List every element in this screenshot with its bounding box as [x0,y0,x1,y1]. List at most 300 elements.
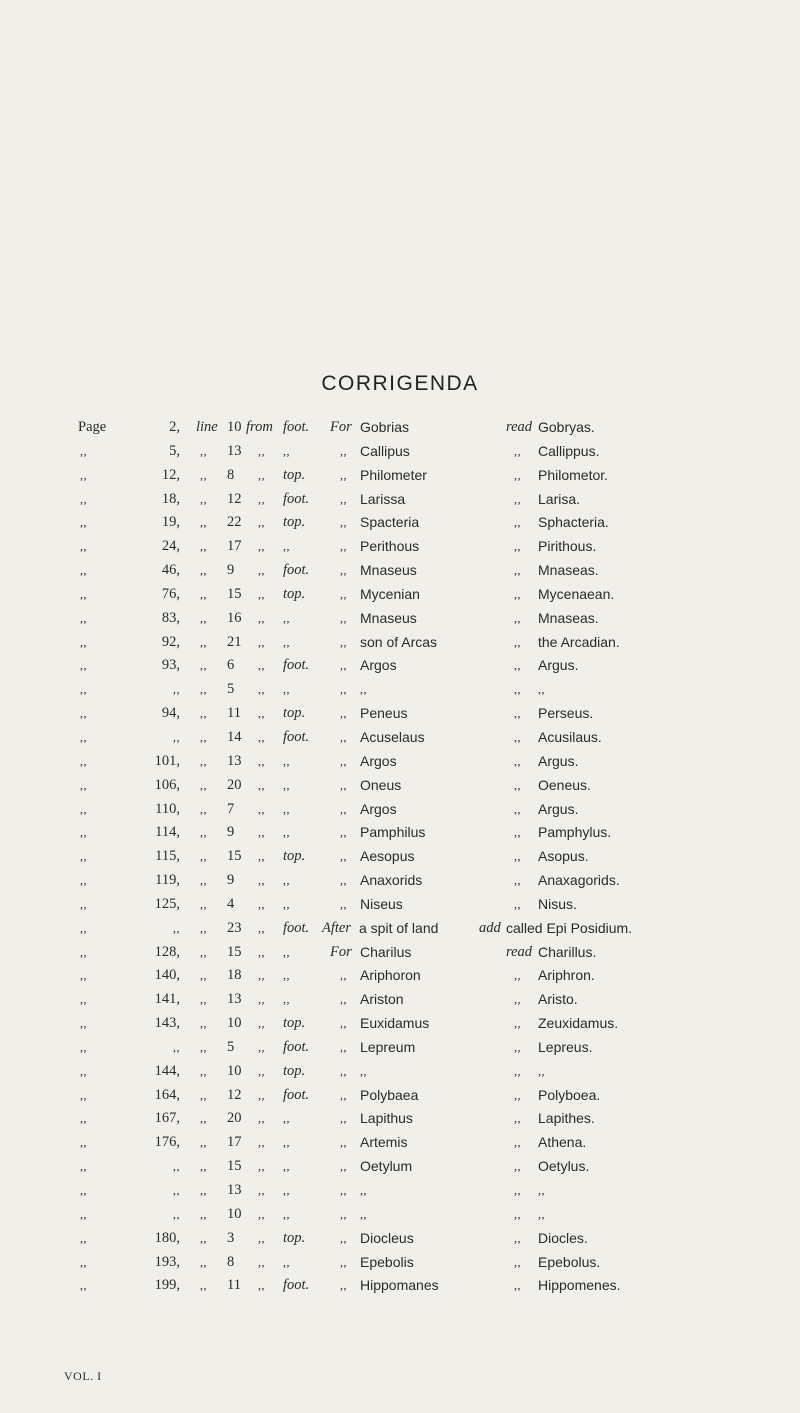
ditto-mark: ,, [514,1183,521,1197]
right-term: Charillus. [538,943,597,960]
ditto-mark: ,, [340,968,347,983]
position: ,, [283,1206,290,1221]
wrong-term: son of Arcas [360,633,438,650]
ditto-mark: ,, [200,1206,207,1221]
ditto-mark: ,, [80,682,87,697]
wrong-term: Hippomanes [360,1277,439,1294]
ditto-mark: ,, [258,467,265,482]
ditto-mark: ,, [258,634,265,649]
ditto-mark: ,, [80,849,87,864]
line-number: 8 [227,1253,235,1270]
line-number: 13 [227,991,242,1008]
page-number: ,, [173,1039,180,1054]
after-text: a spit of land [359,919,439,936]
position: foot. [283,1086,310,1103]
ditto-mark: ,, [340,825,347,840]
page-number: 115, [155,848,180,865]
ditto-mark: ,, [80,1039,87,1054]
ditto-mark: ,, [200,682,207,697]
ditto-mark: ,, [340,1159,347,1174]
ditto-mark: ,, [340,729,347,744]
ditto-mark: ,, [340,873,347,888]
ditto-mark: ,, [258,729,265,744]
ditto-mark: ,, [340,610,347,625]
table-row [0,1251,800,1275]
ditto-mark: ,, [200,896,207,911]
ditto-mark: ,, [200,849,207,864]
table-row [0,654,800,678]
ditto-mark: ,, [514,896,521,911]
table-row [0,1060,800,1084]
ditto-mark: ,, [258,777,265,792]
ditto-mark: ,, [258,825,265,840]
ditto-mark: ,, [340,992,347,1007]
line-number: 12 [227,1086,242,1103]
wrong-term: Gobrias [360,419,410,435]
ditto-mark: ,, [514,1087,521,1102]
position: foot. [283,728,310,745]
page-number: ,, [173,1159,180,1174]
position: foot. [283,657,310,674]
ditto-mark: ,, [200,467,207,482]
wrong-term: Epebolis [360,1253,414,1270]
ditto-mark: ,, [258,682,265,697]
ditto-mark: ,, [258,1254,265,1269]
ditto-mark: ,, [80,706,87,721]
ditto-mark: ,, [200,443,207,458]
ditto-mark: ,, [80,1111,87,1126]
ditto-mark: ,, [340,586,347,601]
ditto-mark: ,, [200,992,207,1007]
right-term: Acusilaus. [538,728,602,745]
position: top. [283,1015,306,1032]
position: ,, [283,825,290,840]
ditto-mark: ,, [200,753,207,768]
right-term: Oeneus. [538,776,591,793]
table-row [0,1036,800,1060]
ditto-mark: ,, [80,825,87,840]
wrong-term: Oneus [360,776,402,793]
ditto-mark: ,, [514,801,521,816]
read-label: read [506,943,533,960]
right-term: Mycenaean. [538,585,615,602]
line-number: 9 [227,824,235,841]
line-number: 5 [227,1038,235,1055]
ditto-mark: ,, [514,706,521,721]
page-title: CORRIGENDA [321,372,479,395]
wrong-term: Spacteria [360,514,420,531]
ditto-mark: ,, [200,1135,207,1150]
ditto-mark: ,, [200,825,207,840]
wrong-term: Polybaea [360,1086,419,1103]
ditto-mark: ,, [80,896,87,911]
table-row [0,1274,800,1298]
ditto-mark: ,, [258,1135,265,1150]
ditto-mark: ,, [340,777,347,792]
page-number: 180, [154,1229,180,1246]
table-row [0,702,800,726]
page-number: 199, [154,1277,180,1294]
table-row [0,1203,800,1227]
right-term: ,, [538,682,545,697]
ditto-mark: ,, [514,610,521,625]
ditto-mark: ,, [80,777,87,792]
ditto-mark: ,, [258,1159,265,1174]
position: ,, [283,1159,290,1174]
right-term: Lapithes. [538,1110,595,1127]
right-term: Pirithous. [538,538,597,555]
ditto-mark: ,, [340,1087,347,1102]
ditto-mark: ,, [200,1278,207,1293]
position: ,, [283,539,290,554]
line-number: 7 [227,800,235,817]
volume-mark: VOL. I [64,1369,102,1383]
table-row [0,607,800,631]
line-number: 11 [227,1277,241,1294]
ditto-mark: ,, [514,1039,521,1054]
for-label: For [330,943,352,960]
ditto-mark: ,, [80,1016,87,1031]
ditto-mark: ,, [80,1278,87,1293]
table-row [0,917,800,941]
ditto-mark: ,, [340,753,347,768]
line-number: 17 [227,538,242,555]
right-term: Mnaseas. [538,609,599,626]
after-label: After [322,919,351,936]
ditto-mark: ,, [200,920,207,935]
table-row [0,535,800,559]
ditto-mark: ,, [80,539,87,554]
ditto-mark: ,, [258,1111,265,1126]
ditto-mark: ,, [514,1278,521,1293]
ditto-mark: ,, [340,539,347,554]
wrong-term: Euxidamus [360,1015,430,1032]
corrigenda-table [0,416,800,1298]
page-number: 5, [169,442,180,459]
right-term: Asopus. [538,848,589,865]
position: top. [283,1229,306,1246]
page-number: 119, [155,872,180,889]
add-label: add [479,919,501,936]
ditto-mark: ,, [340,658,347,673]
right-term: Pamphylus. [538,824,612,841]
position: ,, [283,944,290,959]
line-number: 10 [227,1062,242,1079]
wrong-term: Anaxorids [360,872,423,889]
ditto-mark: ,, [340,634,347,649]
ditto-mark: ,, [514,968,521,983]
ditto-mark: ,, [514,682,521,697]
ditto-mark: ,, [80,729,87,744]
table-row [0,1227,800,1251]
line-number: 9 [227,872,235,889]
wrong-term: Argos [360,752,397,769]
line-number: 17 [227,1134,242,1151]
position: foot. [283,490,310,507]
page-label: Page [78,419,107,435]
ditto-mark: ,, [200,1087,207,1102]
position: top. [283,514,306,531]
wrong-term: Larissa [360,490,406,507]
wrong-term: ,, [360,1183,367,1197]
ditto-mark: ,, [80,610,87,625]
ditto-mark: ,, [340,682,347,697]
ditto-mark: ,, [80,944,87,959]
page-number: 83, [161,609,180,626]
table-row [0,1155,800,1179]
ditto-mark: ,, [514,825,521,840]
position: foot. [283,562,310,579]
ditto-mark: ,, [80,1230,87,1245]
ditto-mark: ,, [340,1206,347,1221]
ditto-mark: ,, [258,920,265,935]
wrong-term: ,, [360,1206,367,1221]
position: top. [283,466,306,483]
ditto-mark: ,, [200,706,207,721]
ditto-mark: ,, [340,491,347,506]
ditto-mark: ,, [258,944,265,959]
page-number: ,, [173,920,180,935]
wrong-term: Pamphilus [360,824,426,841]
from-label: from [246,419,273,435]
line-number: 22 [227,514,242,531]
ditto-mark: ,, [340,1063,347,1078]
table-row [0,774,800,798]
ditto-mark: ,, [80,586,87,601]
right-term: ,, [538,1206,545,1221]
wrong-term: Perithous [360,538,420,555]
page-number: ,, [173,1206,180,1221]
page-number: 2, [169,419,180,435]
page-number: ,, [173,1183,180,1197]
position: ,, [283,443,290,458]
line-number: 4 [227,895,235,912]
ditto-mark: ,, [200,563,207,578]
ditto-mark: ,, [258,658,265,673]
ditto-mark: ,, [200,634,207,649]
page-number: 167, [154,1110,180,1127]
right-term: Zeuxidamus. [538,1015,619,1032]
wrong-term: Mnaseus [360,609,417,626]
table-row [0,583,800,607]
right-term: Lepreus. [538,1038,593,1055]
ditto-mark: ,, [258,443,265,458]
ditto-mark: ,, [340,1111,347,1126]
ditto-mark: ,, [200,1016,207,1031]
ditto-mark: ,, [514,1206,521,1221]
wrong-term: Artemis [360,1134,408,1151]
ditto-mark: ,, [258,1230,265,1245]
line-number: 16 [227,609,242,626]
right-term: ,, [538,1183,545,1197]
right-term: Polyboea. [538,1086,601,1103]
position: foot. [283,419,310,435]
ditto-mark: ,, [258,801,265,816]
position: ,, [283,992,290,1007]
wrong-term: Diocleus [360,1229,414,1246]
ditto-mark: ,, [340,849,347,864]
table-row [0,559,800,583]
ditto-mark: ,, [340,706,347,721]
ditto-mark: ,, [514,586,521,601]
page-number: 18, [161,490,180,507]
ditto-mark: ,, [80,658,87,673]
position: ,, [283,753,290,768]
ditto-mark: ,, [514,1159,521,1174]
line-number: 18 [227,967,242,984]
ditto-mark: ,, [80,992,87,1007]
ditto-mark: ,, [340,1135,347,1150]
ditto-mark: ,, [258,491,265,506]
right-term: Argus. [538,800,579,817]
ditto-mark: ,, [340,467,347,482]
line-number: 11 [227,705,241,722]
line-number: 6 [227,657,235,674]
table-row [0,821,800,845]
ditto-mark: ,, [514,849,521,864]
wrong-term: Lapithus [360,1110,413,1127]
ditto-mark: ,, [514,1230,521,1245]
right-term: Aristo. [538,991,578,1008]
ditto-mark: ,, [200,515,207,530]
page-number: 94, [161,705,180,722]
table-row [0,964,800,988]
line-label: line [196,419,218,435]
wrong-term: Mycenian [360,585,420,602]
table-row [0,488,800,512]
ditto-mark: ,, [200,968,207,983]
ditto-mark: ,, [258,706,265,721]
ditto-mark: ,, [258,873,265,888]
ditto-mark: ,, [80,1183,87,1197]
ditto-mark: ,, [200,586,207,601]
ditto-mark: ,, [514,729,521,744]
right-term: Oetylus. [538,1158,590,1175]
ditto-mark: ,, [340,563,347,578]
right-term: Sphacteria. [538,514,609,531]
line-number: 13 [227,1182,242,1198]
ditto-mark: ,, [514,1254,521,1269]
line-number: 15 [227,1158,242,1175]
right-term: Perseus. [538,705,594,722]
ditto-mark: ,, [80,563,87,578]
ditto-mark: ,, [80,968,87,983]
ditto-mark: ,, [340,443,347,458]
ditto-mark: ,, [340,801,347,816]
ditto-mark: ,, [80,873,87,888]
right-term: Epebolus. [538,1253,601,1270]
ditto-mark: ,, [258,896,265,911]
position: ,, [283,1183,290,1197]
ditto-mark: ,, [200,944,207,959]
page-number: 110, [155,800,180,817]
line-number: 13 [227,442,242,459]
line-number: 20 [227,1110,242,1127]
line-number: 15 [227,943,242,960]
page-number: 114, [155,824,180,841]
ditto-mark: ,, [200,1063,207,1078]
ditto-mark: ,, [514,992,521,1007]
position: foot. [283,1277,310,1294]
ditto-mark: ,, [514,491,521,506]
ditto-mark: ,, [514,563,521,578]
page-number: 143, [154,1015,180,1032]
page-number: 164, [154,1086,180,1103]
ditto-mark: ,, [200,1230,207,1245]
ditto-mark: ,, [340,1183,347,1197]
position: ,, [283,801,290,816]
ditto-mark: ,, [80,1206,87,1221]
right-term: Gobryas. [538,419,595,435]
ditto-mark: ,, [514,539,521,554]
position: ,, [283,682,290,697]
add-text: called Epi Posidium. [506,919,633,936]
wrong-term: Argos [360,800,397,817]
right-term: Philometor. [538,466,609,483]
ditto-mark: ,, [200,873,207,888]
ditto-mark: ,, [514,1135,521,1150]
ditto-mark: ,, [258,1087,265,1102]
right-term: Athena. [538,1134,587,1151]
position: ,, [283,873,290,888]
wrong-term: Acuselaus [360,728,425,745]
right-term: Callippus. [538,442,600,459]
right-term: Anaxagorids. [538,872,620,889]
table-row [0,988,800,1012]
wrong-term: Callipus [360,442,410,459]
page-number: 24, [161,538,180,555]
ditto-mark: ,, [340,1254,347,1269]
page-number: 106, [154,776,180,793]
table-row [0,1012,800,1036]
line-number: 12 [227,490,242,507]
ditto-mark: ,, [80,467,87,482]
ditto-mark: ,, [200,610,207,625]
page-number: 128, [154,943,180,960]
right-term: ,, [538,1063,545,1078]
position: ,, [283,777,290,792]
ditto-mark: ,, [258,1039,265,1054]
page-number: ,, [173,682,180,697]
for-label: For [330,419,352,435]
page-number: 144, [154,1062,180,1079]
ditto-mark: ,, [514,443,521,458]
line-number: 23 [227,919,242,936]
ditto-mark: ,, [200,1111,207,1126]
position: foot. [283,919,310,936]
ditto-mark: ,, [514,1111,521,1126]
ditto-mark: ,, [258,1278,265,1293]
wrong-term: Mnaseus [360,562,417,579]
ditto-mark: ,, [258,1016,265,1031]
position: top. [283,1062,306,1079]
ditto-mark: ,, [80,491,87,506]
page-number: ,, [173,729,180,744]
line-number: 21 [227,633,242,650]
wrong-term: ,, [360,1063,367,1078]
right-term: Argus. [538,657,579,674]
line-number: 13 [227,752,242,769]
right-term: Mnaseas. [538,562,599,579]
ditto-mark: ,, [200,1039,207,1054]
ditto-mark: ,, [80,920,87,935]
table-row [0,869,800,893]
ditto-mark: ,, [340,1039,347,1054]
ditto-mark: ,, [258,586,265,601]
ditto-mark: ,, [80,1135,87,1150]
ditto-mark: ,, [200,777,207,792]
position: ,, [283,1254,290,1269]
